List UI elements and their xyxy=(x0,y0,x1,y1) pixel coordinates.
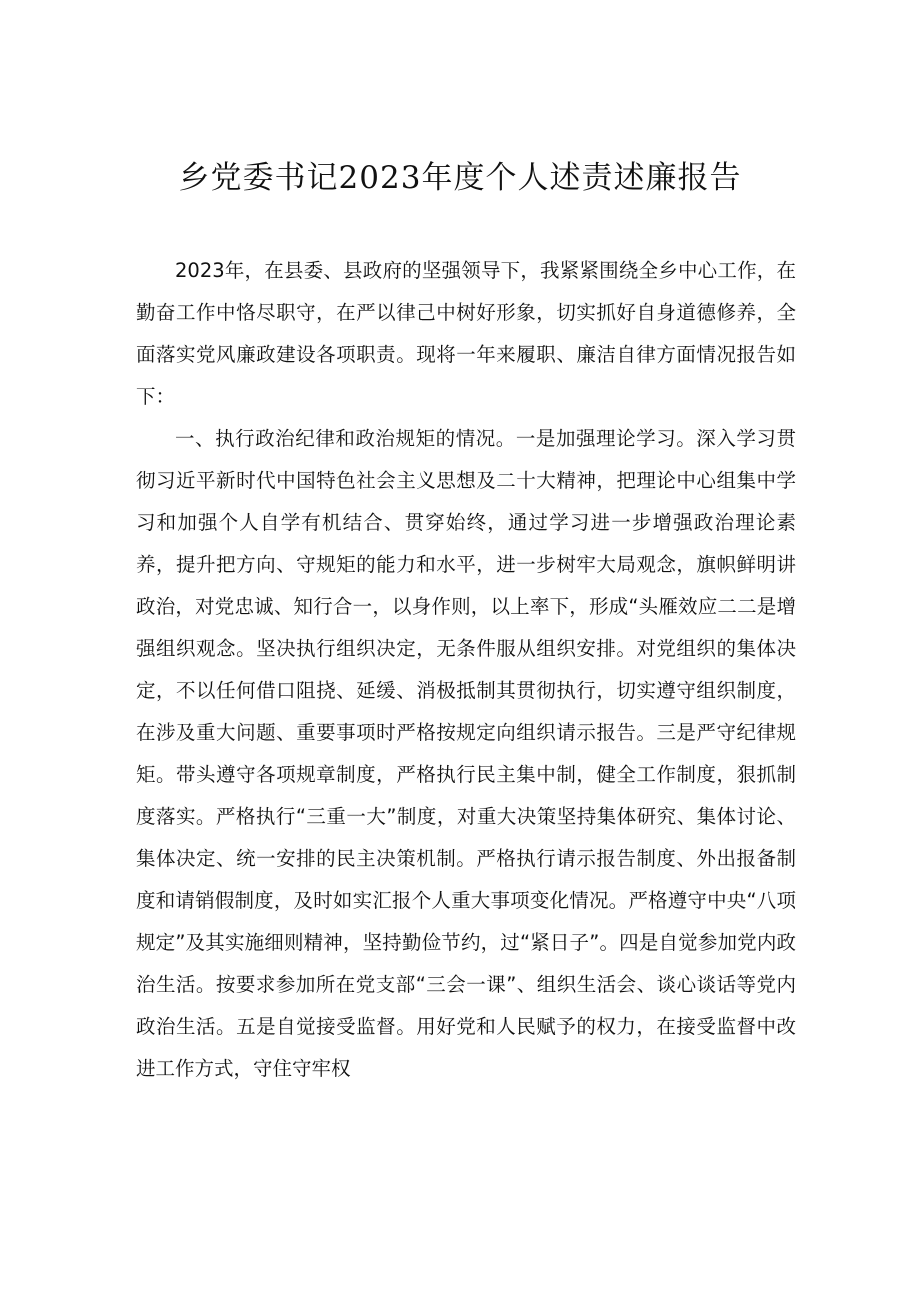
paragraph-political-discipline: 一、执行政治纪律和政治规矩的情况。一是加强理论学习。深入学习贯彻习近平新时代中国特色社会主义思想及二十大精神，把理论中心组集中学习和加强个人自学有机结合、贯穿始终，通过学习进一步增强政治理论素养，提升把方向、守规矩的能力和水平，进一步树牢大局观念，旗帜鲜明讲政治，对党忠诚、知行合一，以身作则，以上率下，形成“头雁效应二二是增强组织观念。坚决执行组织决定，无条件服从组织安排。对党组织的集体决定，不以任何借口阻挠、延缓、消极抵制其贯彻执行，切实遵守组织制度，在涉及重大问题、重要事项时严格按规定向组织请示报告。三是严守纪律规矩。带头遵守各项规章制度，严格执行民主集中制，健全工作制度，狠抓制度落实。严格执行“三重一大”制度，对重大决策坚持集体研究、集体讨论、集体决定、统一安排的民主决策机制。严格执行请示报告制度、外出报备制度和请销假制度，及时如实汇报个人重大事项变化情况。严格遵守中央“八项规定”及其实施细则精神，坚持勤俭节约，过“紧日子”。四是自觉参加党内政治生活。按要求参加所在党支部“三会一课”、组织生活会、谈心谈话等党内政治生活。五是自觉接受监督。用好党和人民赋予的权力，在接受监督中改进工作方式，守住守牢权 xyxy=(136,427,796,1080)
document-title: 乡党委书记2023年度个人述责述廉报告 xyxy=(178,160,742,196)
document-body xyxy=(136,250,796,1090)
paragraph-intro: 2023年，在县委、县政府的坚强领导下，我紧紧围绕全乡中心工作，在勤奋工作中恪尽职守，在严以律己中树好形象，切实抓好自身道德修养，全面落实党风廉政建设各项职责。现将一年来履职、廉洁自律方面情况报告如下： xyxy=(136,259,796,408)
